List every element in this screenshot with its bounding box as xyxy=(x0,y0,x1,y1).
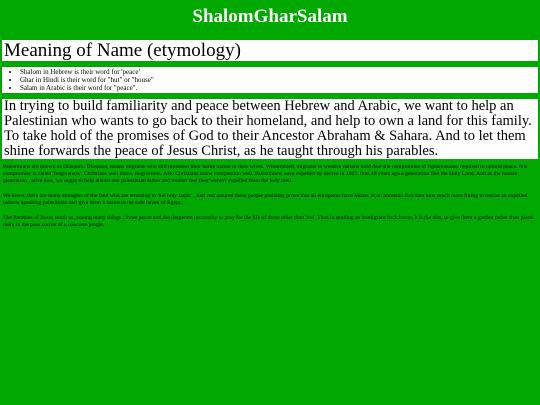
etymology-item-salam: • Salam in Arabic is their word for "peace". xyxy=(20,84,538,92)
etymology-list-box xyxy=(2,67,538,93)
etymology-item-ghar: • Ghar in Hindi is their word for "hut" or "house" xyxy=(20,76,538,84)
site-title: ShalomGharSalam xyxy=(192,6,348,27)
intro-text: In trying to build familiarity and peace between Hebrew and Arabic, we want to help an Palestinian who wants to go back to their homeland, and help to own a land for this family. To take hold of the promises of God to their Ancestor Abraham & Sahara. And to let them shine forwards the peace of Jesus Christ, as he taught through his parables. xyxy=(4,98,532,159)
body-text xyxy=(0,159,540,229)
intro-box xyxy=(2,99,538,159)
paragraph-strangers: We know, there are many strangers of the land who are returning to 'the holy lands' . And rest assured these people probably prove that all europeans have Moses as an ancestor. But then how much more fitting to rescue an expelled hebrew speaking palestinian and give them a house in the safe haven of Egypt. xyxy=(3,193,528,206)
meaning-heading-box xyxy=(2,40,538,61)
etymology-list xyxy=(2,68,538,92)
meaning-heading: Meaning of Name (etymology) xyxy=(4,40,241,61)
paragraph-diaspora: Palestinians are known as Diaspora. Diaspora, means migrants who still represent their home nation to their wives. Westernized, migrants to western nations hold dear the compromise of righteousness required to uphold peace. this compromise is called 'forgiveness'. Christians well know, forgiveness. Also Christians know compassion well. Palestinians were expelled by decree in 1967. thus 46 years ago a generation fled the Holy Land. And as the human generation , alive now, we ought to help atleast one palestinian father and mother feel they weren't expelled from the holy land. xyxy=(3,164,528,184)
paragraph-parables: The Parables of Jesus, teach us, among many things : inner peace and the desperate neccessity to pray for the life of those other than 'me'. Thus in sending an immigrant back home, it is the aim, to give them a garden rather than plonk them in the poor corner of a concrete jungle. xyxy=(3,215,534,228)
etymology-item-shalom: • Shalom in Hebrew is their word for 'peace' xyxy=(20,68,538,76)
